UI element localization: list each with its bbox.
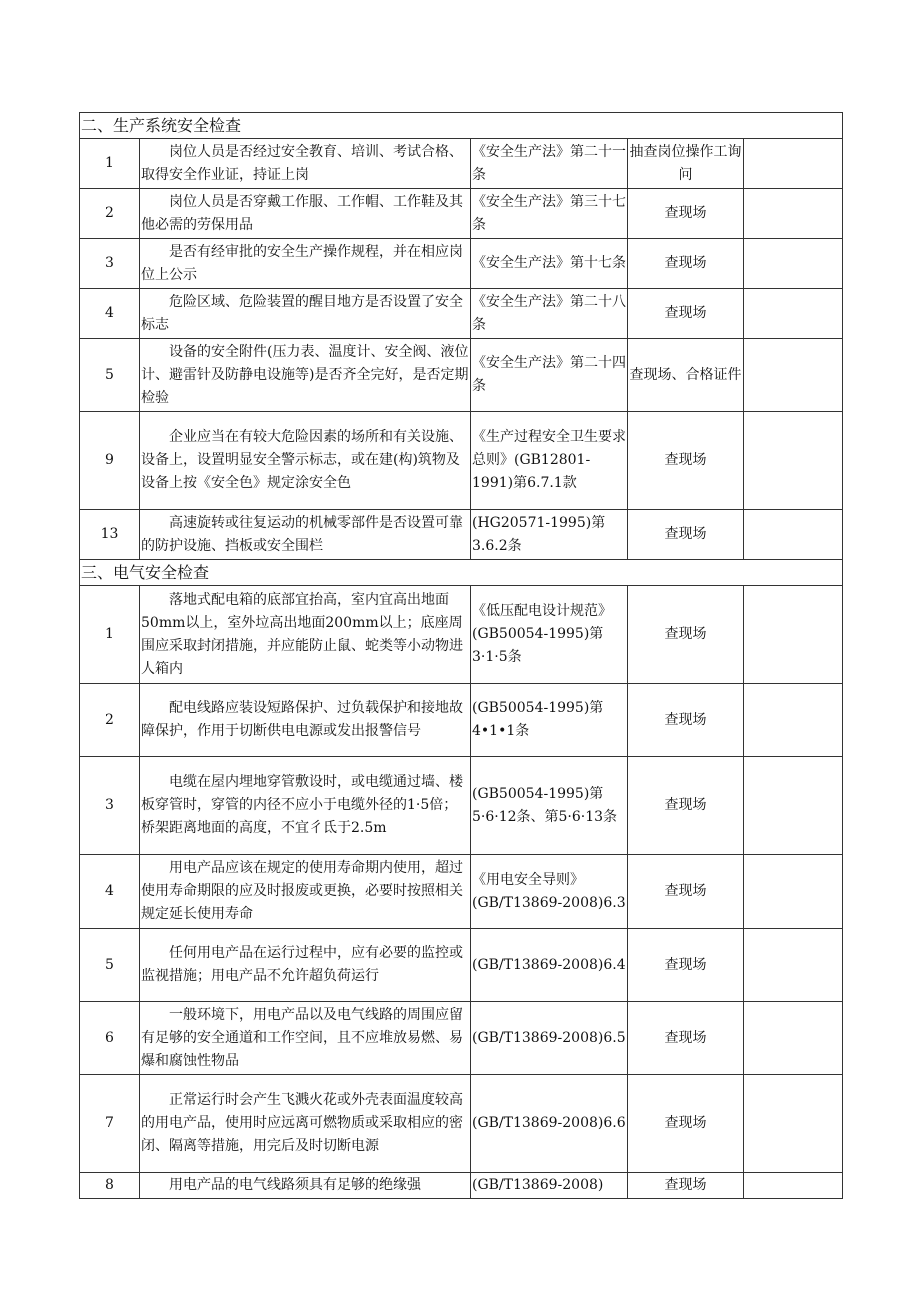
inspection-method: 查现场 (628, 684, 744, 757)
table-row (80, 510, 843, 560)
legal-basis: 《安全生产法》第二十四条 (471, 339, 628, 412)
legal-basis: 《用电安全导则》(GB/T13869-2008)6.3 (471, 855, 628, 929)
legal-basis: (GB50054-1995)第4•1•1条 (471, 684, 628, 757)
row-number: 9 (80, 412, 140, 510)
inspection-item: 是否有经审批的安全生产操作规程，并在相应岗位上公示 (140, 239, 471, 289)
inspection-item: 任何用电产品在运行过程中，应有必要的监控或监视措施；用电产品不允许超负荷运行 (140, 929, 471, 1002)
inspection-item: 企业应当在有较大危险因素的场所和有关设施、设备上，设置明显安全警示标志，或在建(构)筑物及设备上按《安全色》规定涂安全色 (140, 412, 471, 510)
inspection-item: 电缆在屋内埋地穿管敷设时，或电缆通过墙、楼板穿管时，穿管的内径不应小于电缆外径的1·5倍；桥架距离地面的高度，不宜彳氐于2.5m (140, 757, 471, 855)
row-number: 7 (80, 1075, 140, 1173)
legal-basis: (GB/T13869-2008)6.5 (471, 1002, 628, 1075)
table-row (80, 289, 843, 339)
table-row (80, 1002, 843, 1075)
legal-basis: 《安全生产法》第三十七条 (471, 189, 628, 239)
row-number: 3 (80, 239, 140, 289)
inspection-method: 查现场 (628, 510, 744, 560)
result-cell (744, 239, 843, 289)
inspection-item: 危险区域、危险装置的醒目地方是否设置了安全标志 (140, 289, 471, 339)
table-row (80, 1173, 843, 1199)
result-cell (744, 1002, 843, 1075)
inspection-method: 查现场、合格证件 (628, 339, 744, 412)
table-row (80, 189, 843, 239)
result-cell (744, 1075, 843, 1173)
result-cell (744, 684, 843, 757)
result-cell (744, 339, 843, 412)
inspection-method: 查现场 (628, 189, 744, 239)
row-number: 1 (80, 586, 140, 684)
safety-inspection-table (79, 112, 843, 1199)
row-number: 8 (80, 1173, 140, 1199)
table-row (80, 586, 843, 684)
legal-basis: (GB/T13869-2008)6.6 (471, 1075, 628, 1173)
row-number: 13 (80, 510, 140, 560)
inspection-item: 落地式配电箱的底部宜抬高，室内宜高出地面50mm以上，室外垃高出地面200mm以上；底座周围应采取封闭措施，并应能防止鼠、蛇类等小动物进人箱内 (140, 586, 471, 684)
inspection-item: 配电线路应装设短路保护、过负载保护和接地故障保护，作用于切断供电电源或发出报警信号 (140, 684, 471, 757)
row-number: 6 (80, 1002, 140, 1075)
section-title: 二、生产系统安全检查 (80, 113, 843, 139)
inspection-item: 一般环境下，用电产品以及电气线路的周围应留有足够的安全通道和工作空间，且不应堆放易燃、易爆和腐蚀性物品 (140, 1002, 471, 1075)
inspection-method: 查现场 (628, 757, 744, 855)
inspection-method: 查现场 (628, 1002, 744, 1075)
inspection-method: 查现场 (628, 412, 744, 510)
result-cell (744, 1173, 843, 1199)
legal-basis: 《安全生产法》第十七条 (471, 239, 628, 289)
result-cell (744, 855, 843, 929)
table-row (80, 1075, 843, 1173)
inspection-item: 用电产品应该在规定的使用寿命期内使用，超过使用寿命期限的应及时报废或更换，必要时按照相关规定延长使用寿命 (140, 855, 471, 929)
legal-basis: (GB/T13869-2008) (471, 1173, 628, 1199)
inspection-item: 高速旋转或往复运动的机械零部件是否设置可靠的防护设施、挡板或安全围栏 (140, 510, 471, 560)
row-number: 2 (80, 189, 140, 239)
section-title: 三、电气安全检查 (80, 560, 843, 586)
row-number: 5 (80, 929, 140, 1002)
legal-basis: 《安全生产法》第二十一条 (471, 139, 628, 189)
legal-basis: (GB50054-1995)第5·6·12条、第5·6·13条 (471, 757, 628, 855)
row-number: 4 (80, 855, 140, 929)
table-body (80, 113, 843, 1199)
inspection-item: 岗位人员是否穿戴工作服、工作帽、工作鞋及其他必需的劳保用品 (140, 189, 471, 239)
section-header-row (80, 113, 843, 139)
table-row (80, 412, 843, 510)
inspection-item: 用电产品的电气线路须具有足够的绝缘强 (140, 1173, 471, 1199)
row-number: 2 (80, 684, 140, 757)
result-cell (744, 586, 843, 684)
result-cell (744, 139, 843, 189)
inspection-method: 查现场 (628, 1075, 744, 1173)
inspection-method: 查现场 (628, 239, 744, 289)
table-row (80, 339, 843, 412)
row-number: 4 (80, 289, 140, 339)
table-row (80, 929, 843, 1002)
result-cell (744, 929, 843, 1002)
table-row (80, 855, 843, 929)
inspection-method: 抽查岗位操作工询问 (628, 139, 744, 189)
row-number: 5 (80, 339, 140, 412)
result-cell (744, 189, 843, 239)
legal-basis: 《低压配电设计规范》(GB50054-1995)第3·1·5条 (471, 586, 628, 684)
table-row (80, 239, 843, 289)
row-number: 1 (80, 139, 140, 189)
inspection-item: 正常运行时会产生飞溅火花或外壳表面温度较高的用电产品，使用时应远离可燃物质或采取相应的密闭、隔离等措施，用完后及时切断电源 (140, 1075, 471, 1173)
result-cell (744, 412, 843, 510)
legal-basis: 《安全生产法》第二十八条 (471, 289, 628, 339)
inspection-item: 岗位人员是否经过安全教育、培训、考试合格、取得安全作业证，持证上岗 (140, 139, 471, 189)
inspection-item: 设备的安全附件(压力表、温度计、安全阀、液位计、避雷针及防静电设施等)是否齐全完好，是否定期检验 (140, 339, 471, 412)
row-number: 3 (80, 757, 140, 855)
result-cell (744, 757, 843, 855)
legal-basis: (GB/T13869-2008)6.4 (471, 929, 628, 1002)
inspection-method: 查现场 (628, 855, 744, 929)
inspection-method: 查现场 (628, 586, 744, 684)
inspection-method: 查现场 (628, 929, 744, 1002)
table-row (80, 757, 843, 855)
inspection-method: 查现场 (628, 1173, 744, 1199)
section-header-row (80, 560, 843, 586)
table-row (80, 684, 843, 757)
result-cell (744, 510, 843, 560)
inspection-method: 查现场 (628, 289, 744, 339)
result-cell (744, 289, 843, 339)
legal-basis: (HG20571-1995)第3.6.2条 (471, 510, 628, 560)
table-row (80, 139, 843, 189)
legal-basis: 《生产过程安全卫生要求总则》(GB12801-1991)第6.7.1款 (471, 412, 628, 510)
